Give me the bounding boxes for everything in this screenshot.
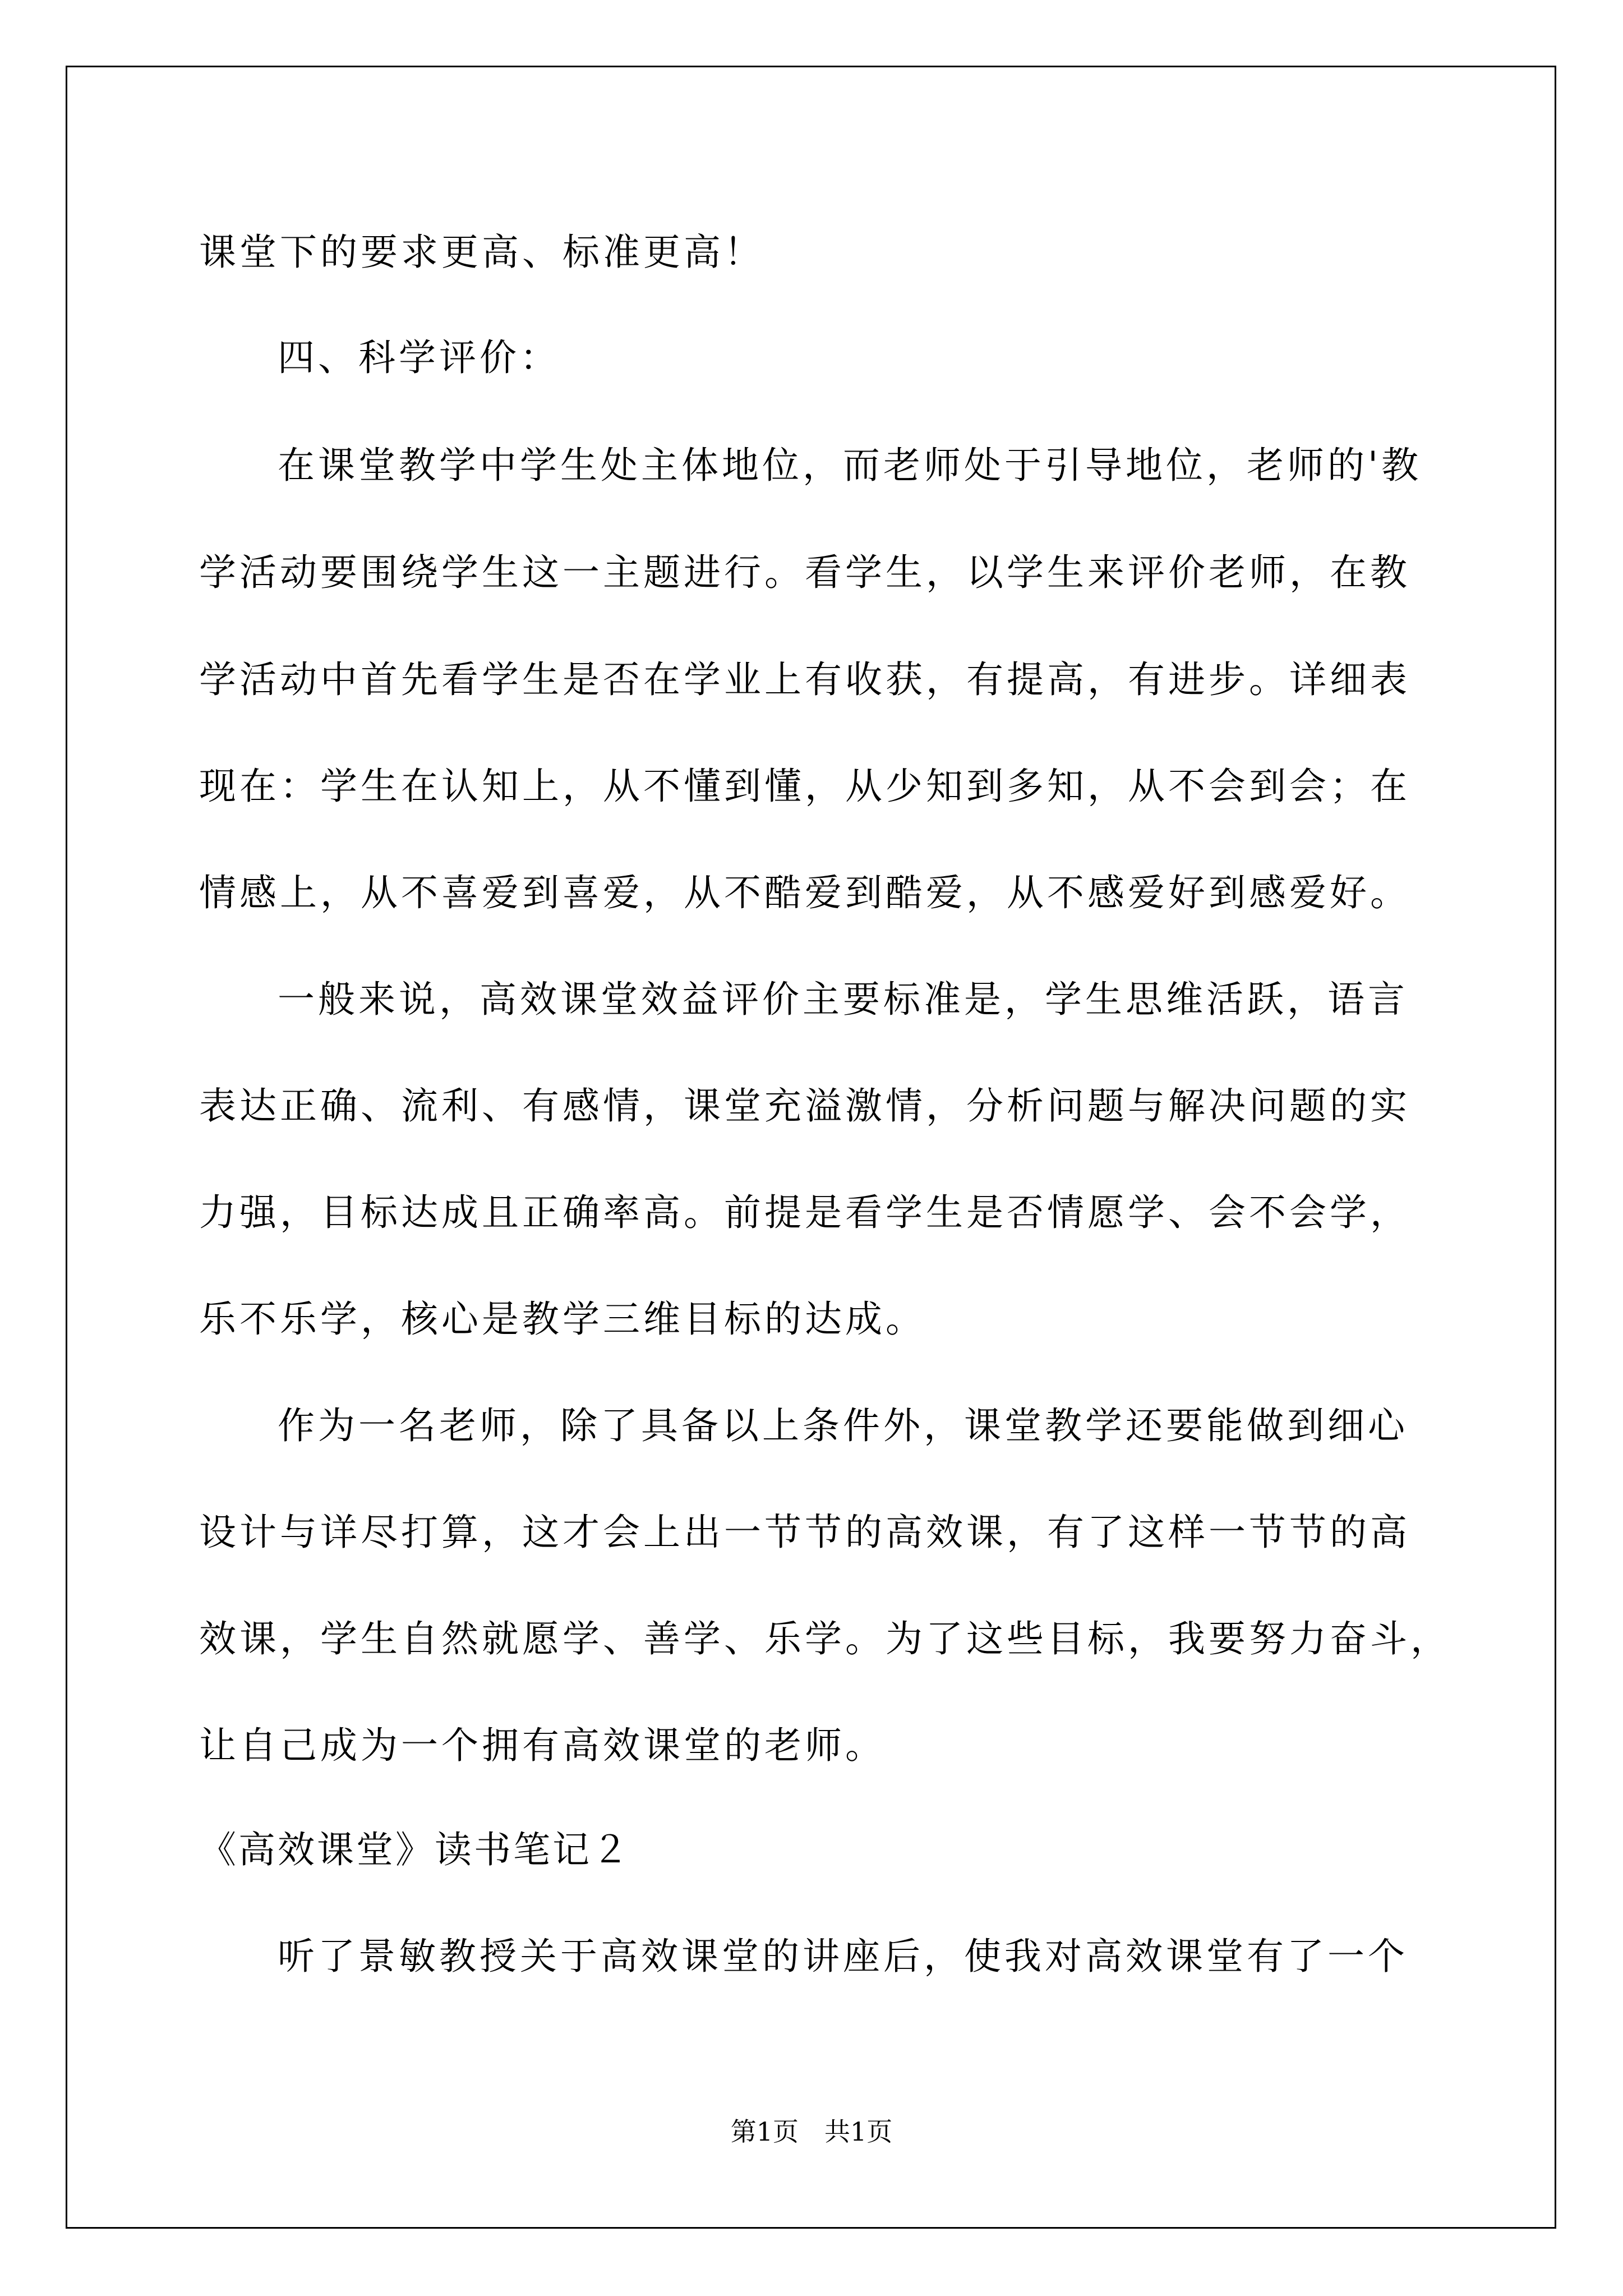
- body-text-line: 情感上，从不喜爱到喜爱，从不酷爱到酷爱，从不感爱好到感爱好。: [199, 871, 1410, 914]
- body-text-line: 在课堂教学中学生处主体地位，而老师处于引导地位，老师的'教: [278, 444, 1422, 487]
- body-text-line: 课堂下的要求更高、标准更高！: [199, 231, 764, 274]
- body-text-line: 一般来说，高效课堂效益评价主要标准是，学生思维活跃，语言: [278, 978, 1408, 1021]
- body-text-line: 让自己成为一个拥有高效课堂的老师。: [199, 1724, 886, 1767]
- body-text-line: 学活动中首先看学生是否在学业上有收获，有提高，有进步。详细表: [199, 658, 1410, 701]
- body-text-line: 学活动要围绕学生这一主题进行。看学生，以学生来评价老师，在教: [199, 551, 1410, 594]
- section-subheading: 四、科学评价：: [278, 336, 560, 379]
- section-heading: 《高效课堂》读书笔记２: [199, 1828, 631, 1871]
- body-text-line: 乐不乐学，核心是教学三维目标的达成。: [199, 1297, 926, 1341]
- body-text-line: 现在：学生在认知上，从不懂到懂，从少知到多知，从不会到会；在: [199, 765, 1410, 808]
- page-border: [66, 66, 1556, 2229]
- body-text-line: 听了景敏教授关于高效课堂的讲座后，使我对高效课堂有了一个: [278, 1935, 1408, 1978]
- body-text-line: 作为一名老师，除了具备以上条件外，课堂教学还要能做到细心: [278, 1404, 1408, 1447]
- body-text-line: 表达正确、流利、有感情，课堂充溢激情，分析问题与解决问题的实: [199, 1084, 1410, 1128]
- body-text-line: 力强，目标达成且正确率高。前提是看学生是否情愿学、会不会学，: [199, 1191, 1410, 1234]
- body-text-line: 效课，学生自然就愿学、善学、乐学。为了这些目标，我要努力奋斗，: [199, 1617, 1451, 1660]
- body-text-line: 设计与详尽打算，这才会上出一节节的高效课，有了这样一节节的高: [199, 1511, 1410, 1554]
- page-footer: 第1页 共1页: [730, 2116, 893, 2147]
